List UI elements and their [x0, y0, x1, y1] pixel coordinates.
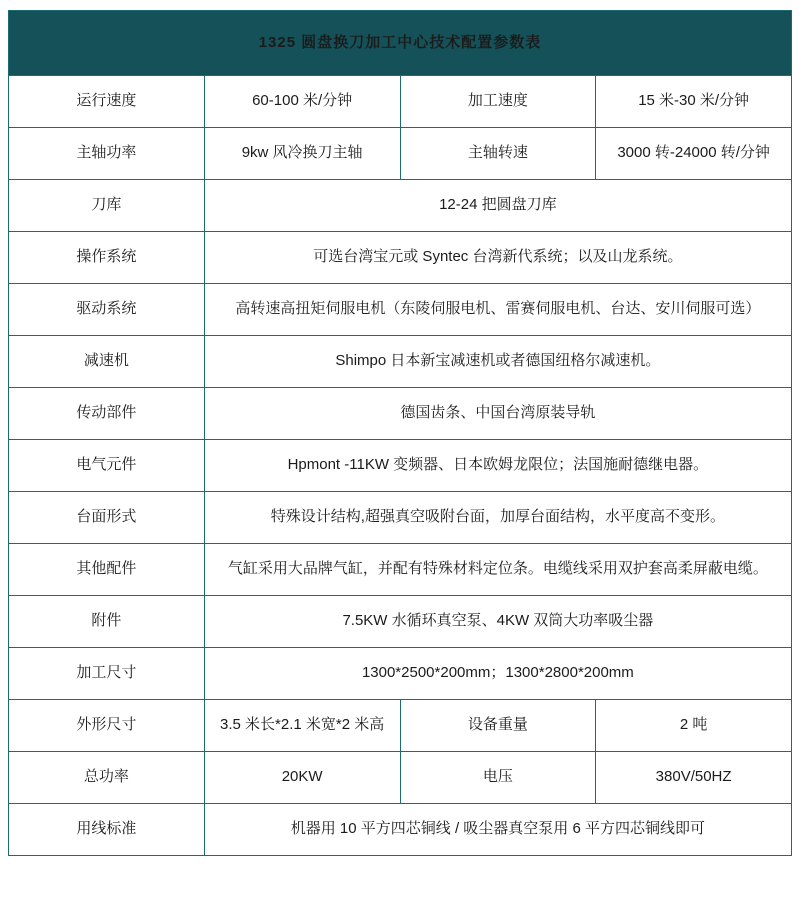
- row-value-secondary: 380V/50HZ: [596, 752, 792, 804]
- row-value-secondary: 2 吨: [596, 700, 792, 752]
- row-label-secondary: 电压: [400, 752, 596, 804]
- spec-table: [8, 10, 792, 856]
- table-row: [9, 700, 792, 752]
- table-title-row: [9, 11, 792, 76]
- row-value: 气缸采用大品牌气缸，并配有特殊材料定位条。电缆线采用双护套高柔屏蔽电缆。: [204, 544, 791, 596]
- row-value: 60-100 米/分钟: [204, 76, 400, 128]
- row-value-secondary: 15 米-30 米/分钟: [596, 76, 792, 128]
- row-label-secondary: 主轴转速: [400, 128, 596, 180]
- table-row: [9, 232, 792, 284]
- row-label: 附件: [9, 596, 205, 648]
- row-value: 特殊设计结构,超强真空吸附台面，加厚台面结构，水平度高不变形。: [204, 492, 791, 544]
- row-label: 总功率: [9, 752, 205, 804]
- row-label: 用线标准: [9, 804, 205, 856]
- row-label: 其他配件: [9, 544, 205, 596]
- row-value-secondary: 3000 转-24000 转/分钟: [596, 128, 792, 180]
- row-value: Hpmont -11KW 变频器、日本欧姆龙限位；法国施耐德继电器。: [204, 440, 791, 492]
- row-label: 主轴功率: [9, 128, 205, 180]
- table-row: [9, 388, 792, 440]
- table-row: [9, 284, 792, 336]
- row-value: 可选台湾宝元或 Syntec 台湾新代系统；以及山龙系统。: [204, 232, 791, 284]
- row-label-secondary: 设备重量: [400, 700, 596, 752]
- page-title: 1325 圆盘换刀加工中心技术配置参数表: [9, 11, 792, 76]
- table-row: [9, 336, 792, 388]
- row-label: 传动部件: [9, 388, 205, 440]
- row-label: 减速机: [9, 336, 205, 388]
- row-label: 电气元件: [9, 440, 205, 492]
- row-label: 驱动系统: [9, 284, 205, 336]
- row-value: 20KW: [204, 752, 400, 804]
- row-value: 德国齿条、中国台湾原装导轨: [204, 388, 791, 440]
- row-label: 操作系统: [9, 232, 205, 284]
- row-label-secondary: 加工速度: [400, 76, 596, 128]
- table-row: [9, 492, 792, 544]
- table-row: [9, 596, 792, 648]
- table-row: [9, 128, 792, 180]
- row-value: 7.5KW 水循环真空泵、4KW 双筒大功率吸尘器: [204, 596, 791, 648]
- table-row: [9, 648, 792, 700]
- spec-table-body: [9, 11, 792, 856]
- table-row: [9, 180, 792, 232]
- row-value: 机器用 10 平方四芯铜线 / 吸尘器真空泵用 6 平方四芯铜线即可: [204, 804, 791, 856]
- row-label: 台面形式: [9, 492, 205, 544]
- row-value: 3.5 米长*2.1 米宽*2 米高: [204, 700, 400, 752]
- row-value: 12-24 把圆盘刀库: [204, 180, 791, 232]
- row-label: 外形尺寸: [9, 700, 205, 752]
- row-value: Shimpo 日本新宝减速机或者德国纽格尔减速机。: [204, 336, 791, 388]
- row-value: 高转速高扭矩伺服电机（东陵伺服电机、雷赛伺服电机、台达、安川伺服可选）: [204, 284, 791, 336]
- table-row: [9, 440, 792, 492]
- table-row: [9, 544, 792, 596]
- table-row: [9, 752, 792, 804]
- table-row: [9, 76, 792, 128]
- row-label: 加工尺寸: [9, 648, 205, 700]
- row-label: 刀库: [9, 180, 205, 232]
- row-value: 1300*2500*200mm；1300*2800*200mm: [204, 648, 791, 700]
- table-row: [9, 804, 792, 856]
- row-label: 运行速度: [9, 76, 205, 128]
- row-value: 9kw 风冷换刀主轴: [204, 128, 400, 180]
